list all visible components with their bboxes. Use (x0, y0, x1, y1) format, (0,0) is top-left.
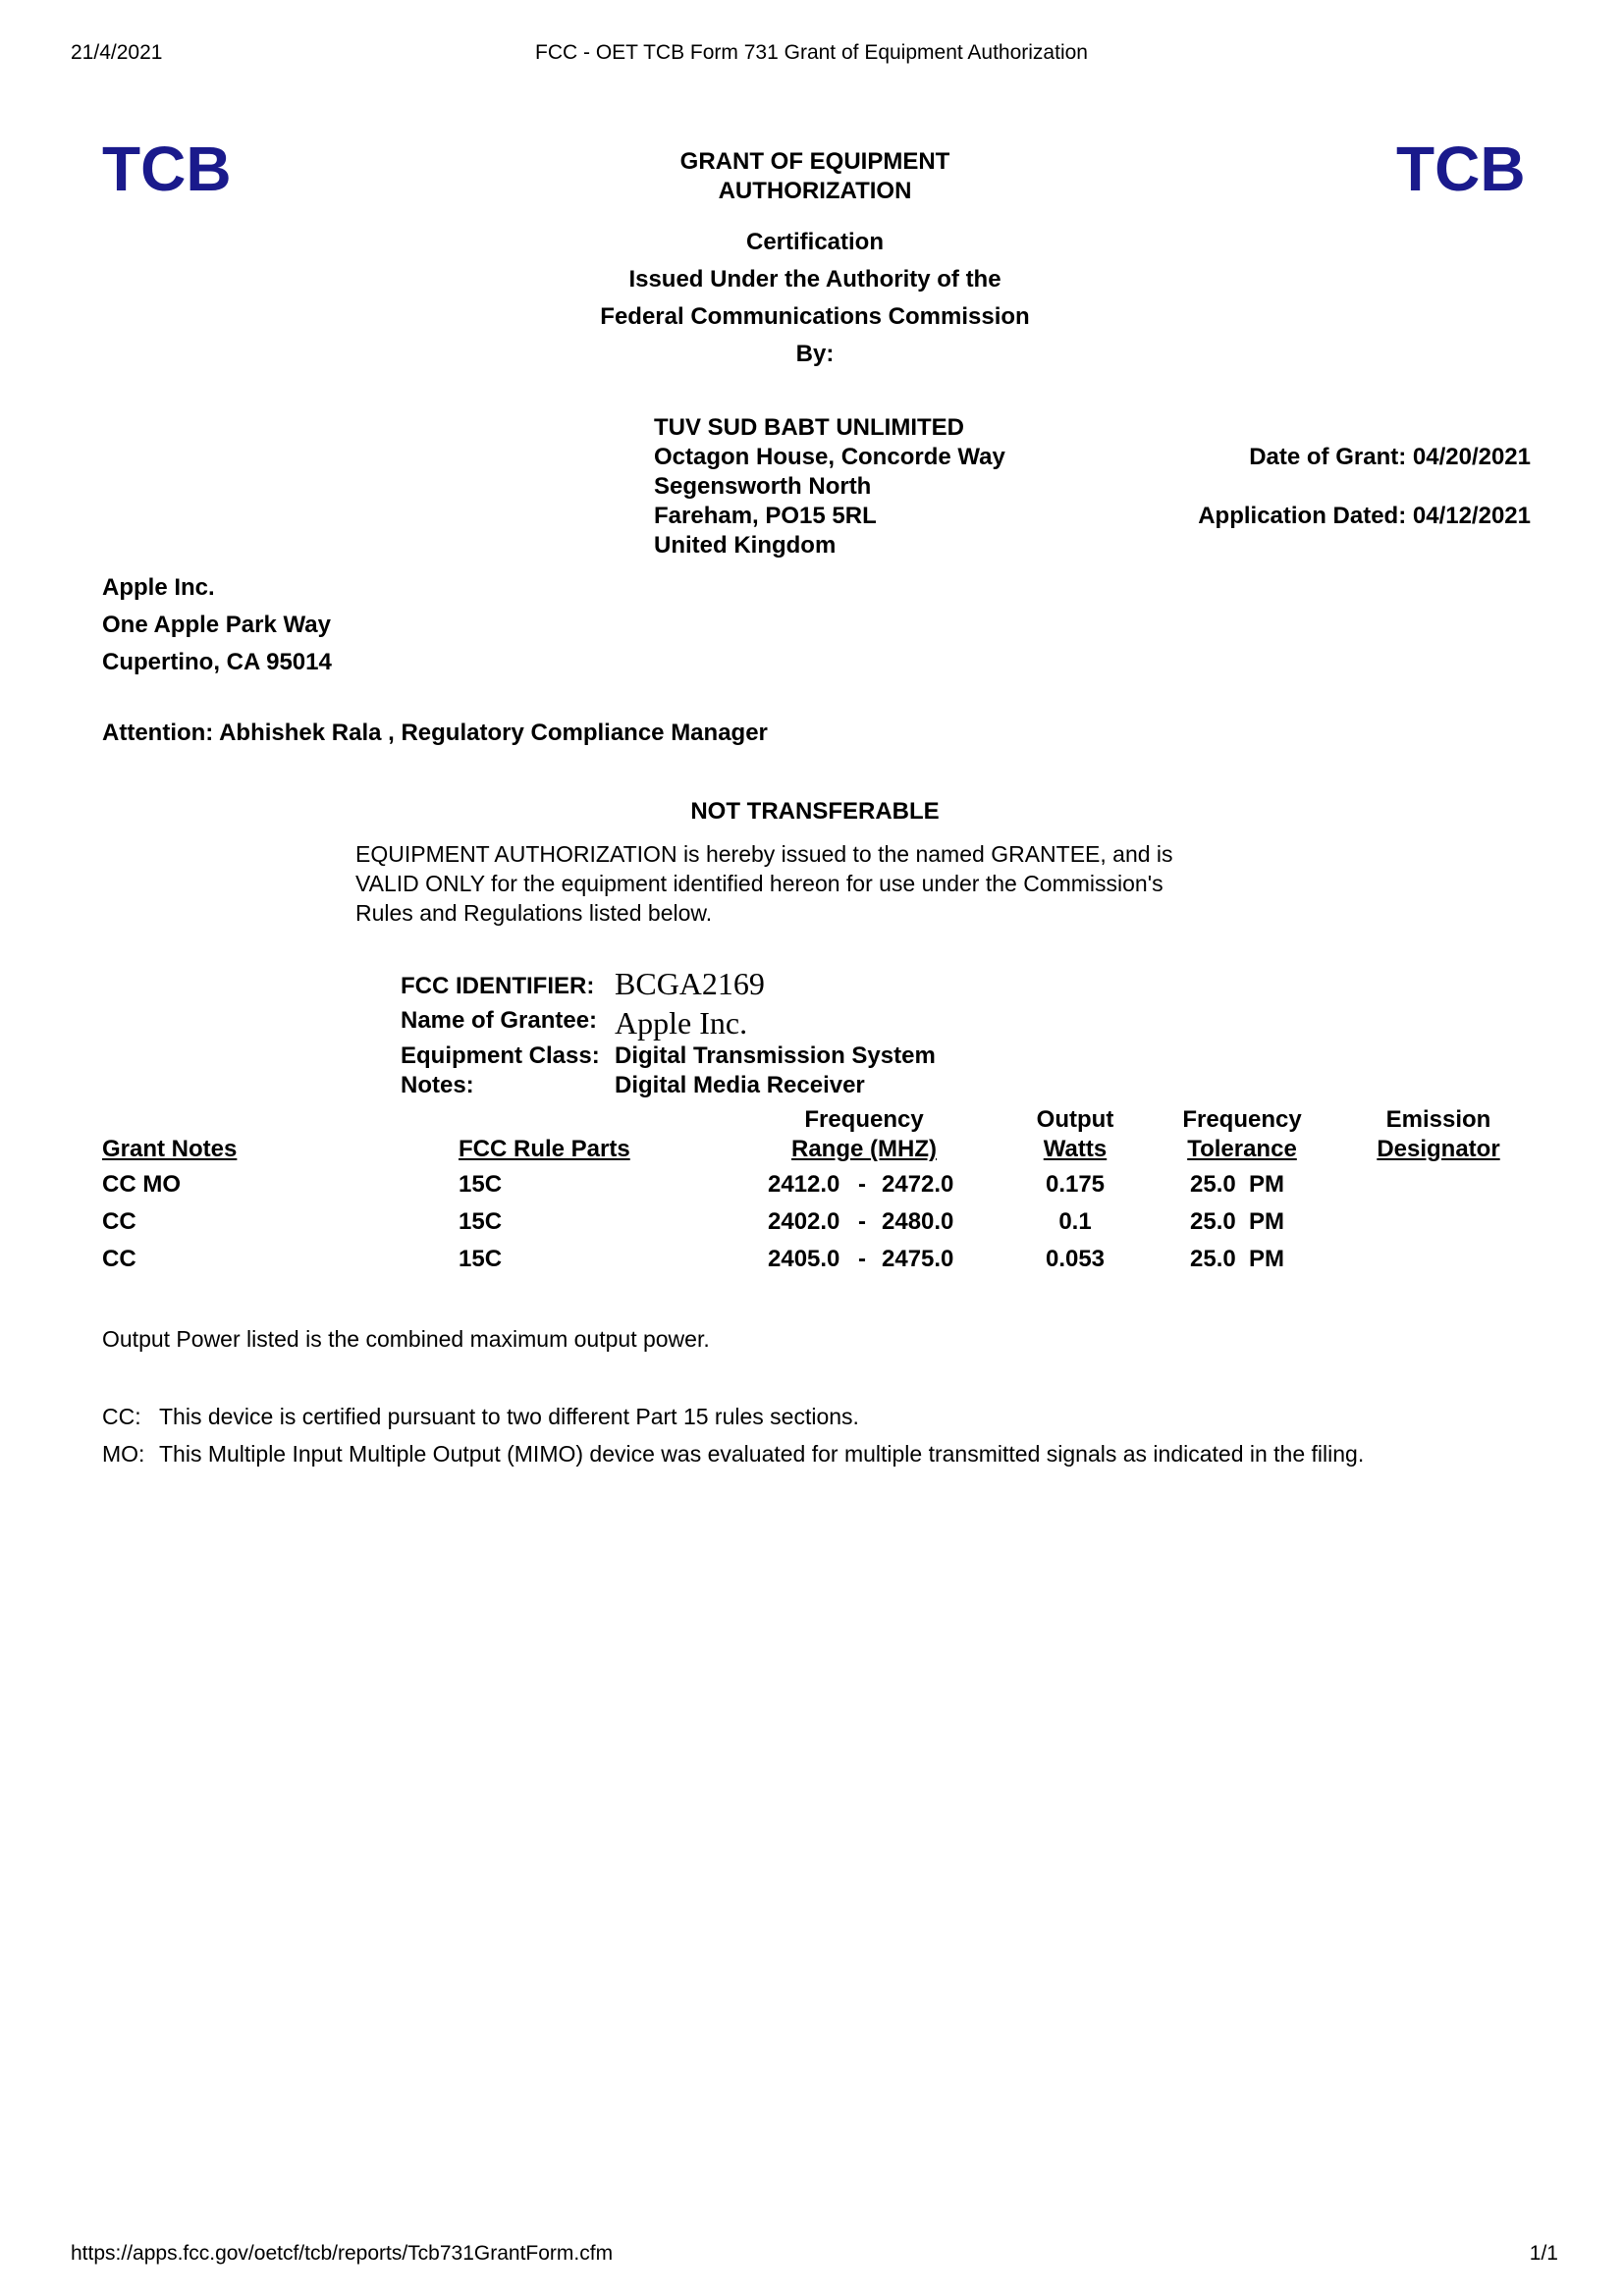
header-rule-parts: FCC Rule Parts (459, 1136, 630, 1162)
grant-title (520, 147, 1109, 206)
cell-freq-low: 2412.0 (768, 1171, 840, 1198)
grant-line-commission: Federal Communications Commission (600, 303, 1030, 330)
cell-frequency-tolerance: 25.0 PM (1190, 1171, 1285, 1198)
notes-label: Notes: (401, 1072, 474, 1098)
grant-line-certification: Certification (745, 229, 884, 255)
cell-output-watts: 0.053 (1045, 1246, 1106, 1272)
grantee-name: Apple Inc. (102, 574, 215, 601)
cell-grant-notes: CC (102, 1208, 136, 1235)
cell-output-watts: 0.1 (1058, 1208, 1092, 1235)
cell-frequency-tolerance: 25.0 PM (1190, 1208, 1285, 1235)
cell-freq-separator: - (858, 1246, 866, 1272)
cell-freq-low: 2402.0 (768, 1208, 840, 1235)
tcb-logo-right: TCB (1396, 133, 1526, 204)
notes-value: Digital Media Receiver (615, 1072, 865, 1098)
header-frequency-range: Frequency Range (MHZ) (791, 1106, 937, 1162)
header-emission-designator: Emission Designator (1377, 1106, 1500, 1162)
cell-frequency-tolerance: 25.0 PM (1190, 1246, 1285, 1272)
grantee-address (102, 569, 332, 681)
cell-grant-notes: CC (102, 1246, 136, 1272)
mo-note-code: MO: (102, 1441, 145, 1467)
cc-note-code: CC: (102, 1404, 141, 1429)
attention-line: Attention: Abhishek Rala , Regulatory Compliance Manager (102, 720, 768, 746)
grant-authority (520, 224, 1109, 373)
grantee-address-line1: One Apple Park Way (102, 612, 331, 638)
cell-freq-separator: - (858, 1171, 866, 1198)
grantee-name-value: Apple Inc. (615, 1005, 748, 1041)
cell-freq-separator: - (858, 1208, 866, 1235)
output-power-note: Output Power listed is the combined maximum output power. (102, 1326, 710, 1352)
tcb-logo-left: TCB (102, 133, 232, 204)
header-output-watts: Output Watts (1036, 1106, 1114, 1162)
mo-note-text: This Multiple Input Multiple Output (MIMO) device was evaluated for multiple transmitted signals as indicated in the filing. (159, 1441, 1365, 1467)
transfer-line1: EQUIPMENT AUTHORIZATION is hereby issued to the named GRANTEE, and is (355, 841, 1173, 867)
grantee-name-label: Name of Grantee: (401, 1007, 598, 1034)
header-grant-notes: Grant Notes (102, 1136, 238, 1162)
tcb-address-line3: Fareham, PO15 5RL (654, 503, 877, 529)
not-transferable-title: NOT TRANSFERABLE (690, 798, 940, 825)
footer-page-number: 1/1 (1529, 2242, 1558, 2265)
header-frequency-tolerance: Frequency Tolerance (1182, 1106, 1302, 1162)
print-title: FCC - OET TCB Form 731 Grant of Equipment Authorization (535, 41, 1088, 64)
cell-rule-parts: 15C (459, 1246, 503, 1272)
cell-freq-low: 2405.0 (768, 1246, 840, 1272)
cell-rule-parts: 15C (459, 1171, 503, 1198)
grantee-address-line2: Cupertino, CA 95014 (102, 649, 332, 675)
cc-note-text: This device is certified pursuant to two different Part 15 rules sections. (159, 1404, 859, 1429)
grant-title-line1: GRANT OF EQUIPMENT (679, 148, 950, 175)
cell-freq-high: 2475.0 (882, 1246, 954, 1272)
application-dated: Application Dated: 04/12/2021 (1198, 503, 1531, 529)
equipment-class-label: Equipment Class: (401, 1042, 600, 1069)
cell-output-watts: 0.175 (1045, 1171, 1106, 1198)
cell-grant-notes: CC MO (102, 1171, 181, 1198)
grant-line-by: By: (795, 341, 835, 367)
equipment-class-value: Digital Transmission System (615, 1042, 936, 1069)
print-date: 21/4/2021 (71, 41, 163, 64)
grant-line-authority: Issued Under the Authority of the (628, 266, 1001, 293)
tcb-name: TUV SUD BABT UNLIMITED (654, 414, 964, 441)
transfer-line2: VALID ONLY for the equipment identified hereon for use under the Commission's (355, 871, 1163, 896)
tcb-address-line2: Segensworth North (654, 473, 872, 500)
transfer-statement (355, 839, 1173, 928)
grant-title-line2: AUTHORIZATION (718, 178, 912, 204)
fcc-identifier-label: FCC IDENTIFIER: (401, 973, 595, 999)
date-of-grant: Date of Grant: 04/20/2021 (1249, 444, 1531, 470)
transfer-line3: Rules and Regulations listed below. (355, 900, 713, 926)
tcb-address-line1: Octagon House, Concorde Way (654, 444, 1005, 470)
tcb-address-line4: United Kingdom (654, 532, 837, 559)
cell-freq-high: 2480.0 (882, 1208, 954, 1235)
fcc-identifier-value: BCGA2169 (615, 966, 765, 1001)
tcb-address (654, 413, 1005, 561)
footer-url: https://apps.fcc.gov/oetcf/tcb/reports/Tcb731GrantForm.cfm (71, 2242, 614, 2265)
cell-rule-parts: 15C (459, 1208, 503, 1235)
cell-freq-high: 2472.0 (882, 1171, 954, 1198)
